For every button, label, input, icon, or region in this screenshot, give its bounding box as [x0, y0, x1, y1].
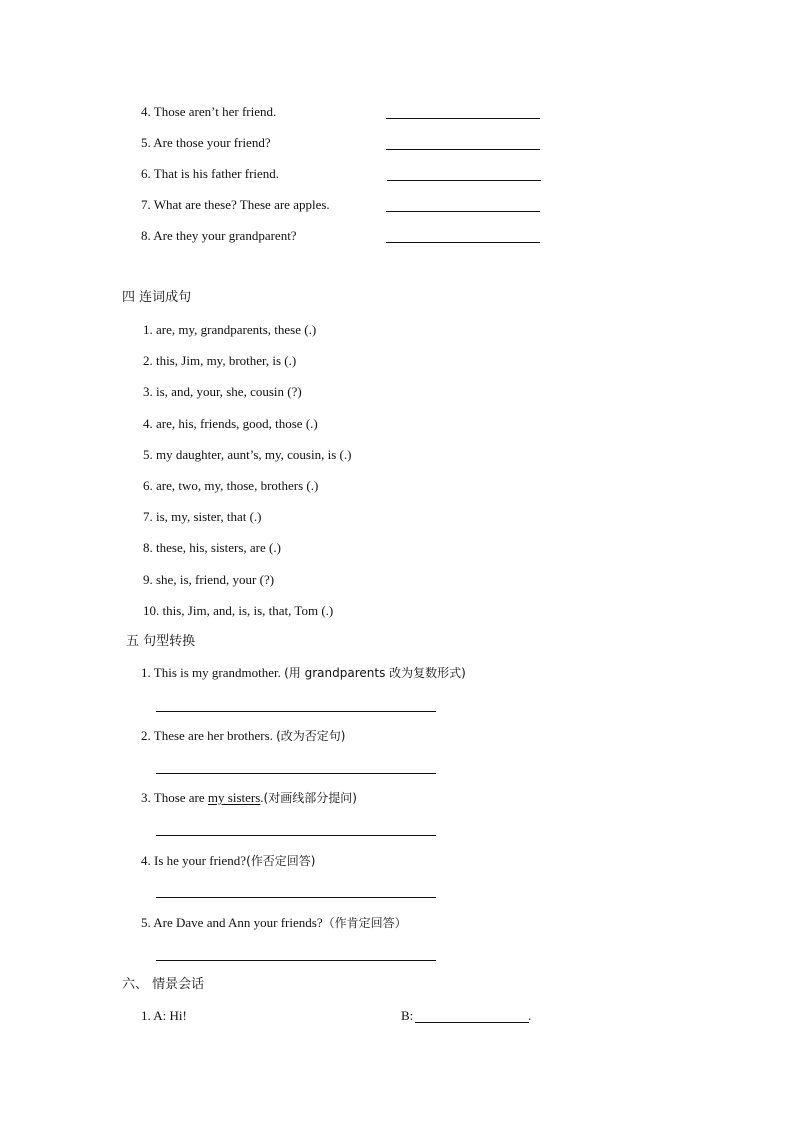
list-item [141, 728, 346, 744]
answer-blank[interactable] [386, 149, 540, 150]
answer-blank[interactable] [156, 773, 436, 774]
list-item [141, 790, 357, 806]
answer-blank[interactable] [156, 897, 436, 898]
item-instruction: (用 grandparents 改为复数形式) [284, 666, 466, 680]
underlined-phrase: my sisters [207, 790, 261, 805]
item-instruction: (改为否定句) [276, 729, 346, 743]
list-item: 8. Are they your grandparent? [141, 228, 297, 243]
item-text: 4. Is he your friend? [141, 853, 247, 868]
list-item: 4. are, his, friends, good, those (.) [143, 416, 318, 431]
item-text: 2. These are her brothers. [141, 728, 277, 743]
list-item [141, 915, 407, 931]
answer-blank[interactable] [386, 211, 540, 212]
list-item: 3. is, and, your, she, cousin (?) [143, 384, 302, 399]
list-item: 5. Are those your friend? [141, 135, 271, 150]
item-text: 5. Are Dave and Ann your friends? [141, 915, 323, 930]
list-item: 4. Those aren’t her friend. [141, 104, 277, 119]
section-heading: 六、 情景会话 [122, 977, 205, 992]
item-instruction: (对画线部分提问) [263, 791, 357, 805]
answer-blank[interactable] [415, 1022, 529, 1023]
list-item [141, 853, 315, 869]
answer-blank[interactable] [156, 835, 436, 836]
item-text: 1. This is my grandmother. [141, 665, 285, 680]
item-text: 3. Those are [141, 790, 208, 805]
list-item: 7. What are these? These are apples. [141, 197, 330, 212]
list-item: 1. are, my, grandparents, these (.) [143, 322, 317, 337]
list-item: 6. are, two, my, those, brothers (.) [143, 478, 319, 493]
list-item: 6. That is his father friend. [141, 166, 280, 181]
answer-blank[interactable] [386, 118, 540, 119]
item-instruction: (作否定回答) [246, 854, 316, 868]
answer-blank[interactable] [156, 711, 436, 712]
list-item: 2. this, Jim, my, brother, is (.) [143, 353, 297, 368]
dialogue-line-a: 1. A: Hi! [141, 1008, 187, 1023]
list-item: 5. my daughter, aunt’s, my, cousin, is (.) [143, 447, 352, 462]
list-item: 9. she, is, friend, your (?) [143, 572, 275, 587]
dialogue-label-b: B: [401, 1008, 414, 1023]
section-heading: 五 句型转换 [126, 634, 196, 649]
list-item [141, 665, 466, 681]
item-instruction: （作肯定回答） [322, 916, 407, 930]
answer-blank[interactable] [156, 960, 436, 961]
list-item: 10. this, Jim, and, is, is, that, Tom (.) [143, 603, 334, 618]
list-item: 8. these, his, sisters, are (.) [143, 540, 281, 555]
dialogue-period: . [528, 1008, 532, 1023]
item-text-end: . [260, 790, 264, 805]
list-item: 7. is, my, sister, that (.) [143, 509, 262, 524]
answer-blank[interactable] [386, 242, 540, 243]
answer-blank[interactable] [387, 180, 541, 181]
section-heading: 四 连词成句 [122, 290, 192, 305]
